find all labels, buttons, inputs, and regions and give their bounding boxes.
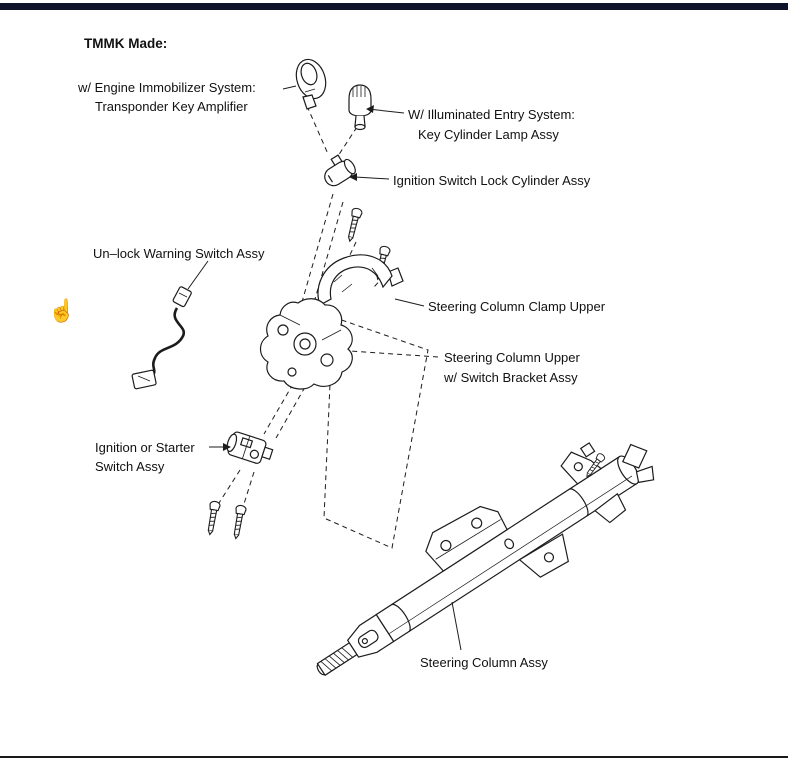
label-ignition-line2: Switch Assy: [95, 459, 165, 474]
window-bottom-bar: [0, 756, 788, 758]
column-assy-leader: [452, 602, 461, 650]
ignition-lock-cylinder: [318, 151, 358, 189]
column-upper-leader-dashed: [350, 351, 438, 357]
label-illuminated-line1: W/ Illuminated Entry System:: [408, 107, 575, 122]
key-cylinder-lamp-assy: [349, 85, 371, 130]
steering-column-upper-bracket: [261, 299, 353, 389]
label-clamp-upper: Steering Column Clamp Upper: [428, 299, 606, 314]
label-ignition-line1: Ignition or Starter: [95, 440, 195, 455]
label-immobilizer-line1: w/ Engine Immobilizer System:: [78, 80, 256, 95]
immobilizer-leader: [283, 86, 296, 89]
hand-cursor-icon: ☝: [48, 298, 76, 323]
label-lock-cylinder: Ignition Switch Lock Cylinder Assy: [393, 173, 591, 188]
label-unlock-warning: Un–lock Warning Switch Assy: [93, 246, 265, 261]
lock-cylinder-leader: [355, 177, 389, 179]
label-column-assy: Steering Column Assy: [420, 655, 548, 670]
label-column-upper-line2: w/ Switch Bracket Assy: [444, 370, 578, 385]
transponder-key-amplifier: [292, 56, 331, 109]
switch-screw-left: [205, 501, 221, 536]
ignition-starter-switch: [224, 430, 274, 467]
unlock-warning-switch: [132, 286, 192, 389]
clamp-upper-leader: [395, 299, 424, 306]
label-illuminated-line2: Key Cylinder Lamp Assy: [418, 127, 559, 142]
label-immobilizer-line2: Transponder Key Amplifier: [95, 99, 248, 114]
clamp-screw-upper: [345, 207, 363, 242]
switch-screw-right: [231, 505, 247, 540]
label-column-upper-line1: Steering Column Upper: [444, 350, 580, 365]
unlock-warning-leader: [188, 261, 208, 289]
diagram-title: TMMK Made:: [84, 36, 168, 51]
